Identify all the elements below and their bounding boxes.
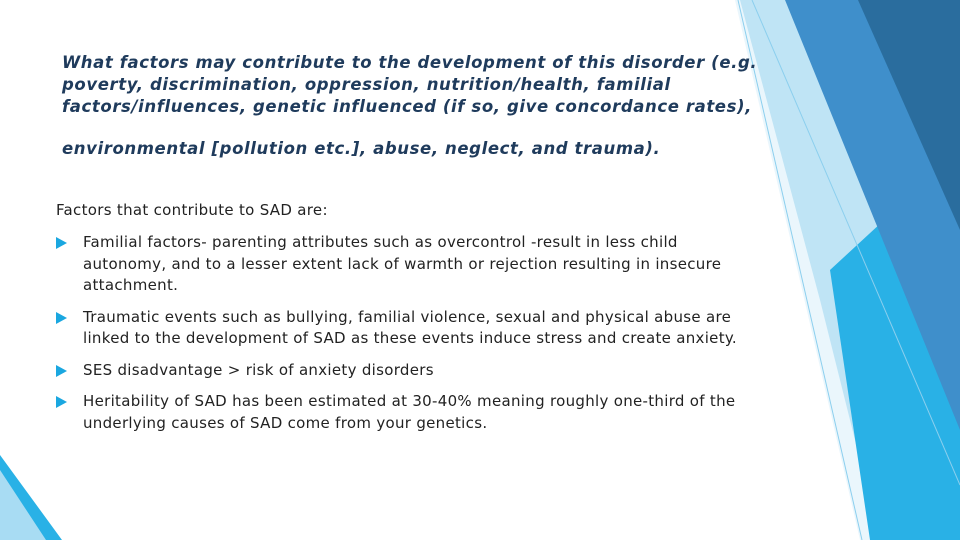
title-line-3: factors/influences, genetic influenced (if so, give concordance rates),	[62, 97, 753, 116]
title-line-4: environmental [pollution etc.], abuse, neglect, and trauma).	[62, 139, 661, 158]
list-item	[56, 232, 746, 297]
bullet-arrow-icon	[56, 365, 67, 377]
bullet-text: Familial factors- parenting attributes such as overcontrol -result in less child autonomy, and to a lesser extent lack of warmth or rejection resulting in insecure attachment.	[83, 233, 722, 294]
bullet-text: SES disadvantage > risk of anxiety disorders	[83, 360, 434, 379]
list-item	[56, 360, 746, 382]
bullet-text: Traumatic events such as bullying, familial violence, sexual and physical abuse are linked to the development of SAD as these events induce stress and create anxiety.	[83, 307, 737, 347]
deco-left-corner-light	[0, 470, 46, 540]
title-line-2: poverty, discrimination, oppression, nutrition/health, familial	[62, 75, 671, 94]
bullet-arrow-icon	[56, 237, 67, 249]
bullet-arrow-icon	[56, 312, 67, 324]
bullet-text: Heritability of SAD has been estimated at 30-40% meaning roughly one-third of the underlying causes of SAD come from your genetics.	[83, 392, 736, 432]
bullet-arrow-icon	[56, 396, 67, 408]
title-line-1: What factors may contribute to the development of this disorder (e.g.	[62, 53, 758, 72]
list-item	[56, 307, 746, 350]
slide-title	[62, 52, 762, 160]
intro-text: Factors that contribute to SAD are:	[56, 201, 328, 219]
list-item	[56, 391, 746, 434]
bullet-list	[56, 232, 746, 434]
